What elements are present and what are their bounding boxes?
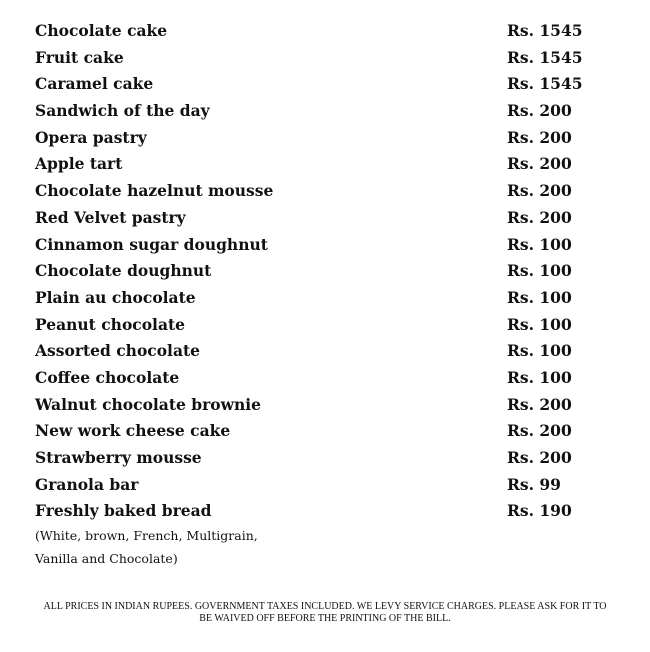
item-price: Rs. 1545	[507, 47, 583, 67]
item-name: Sandwich of the day	[35, 101, 210, 121]
disclaimer-line-1: ALL PRICES IN INDIAN RUPEES. GOVERNMENT TAXES INCLUDED. WE LEVY SERVICE CHARGES. PLEASE ASK FOR IT TO	[43, 601, 607, 612]
item-price: Rs. 100	[507, 287, 572, 307]
note-line-1: (White, brown, French, Multigrain,	[35, 528, 258, 543]
item-name: Caramel cake	[35, 74, 154, 94]
item-name: Walnut chocolate brownie	[35, 394, 261, 414]
item-name: Peanut chocolate	[35, 314, 186, 334]
item-price: Rs. 200	[507, 101, 572, 121]
item-price: Rs. 99	[507, 474, 561, 494]
item-price: Rs. 190	[507, 501, 572, 521]
menu-item	[35, 151, 635, 178]
item-price: Rs. 200	[507, 421, 572, 441]
item-name: Red Velvet pastry	[35, 207, 186, 227]
item-price: Rs. 100	[507, 234, 572, 254]
item-price: Rs. 1545	[507, 21, 583, 40]
menu-list	[35, 18, 635, 525]
menu-item	[35, 178, 635, 205]
item-name: Granola bar	[35, 474, 139, 494]
item-name: Cinnamon sugar doughnut	[35, 234, 268, 254]
note-line-2: Vanilla and Chocolate)	[35, 551, 178, 566]
item-price: Rs. 1545	[507, 74, 583, 94]
item-price: Rs. 100	[507, 314, 572, 334]
item-name: Chocolate cake	[35, 21, 168, 40]
item-name: Freshly baked bread	[35, 501, 212, 521]
menu-item	[35, 232, 635, 259]
item-name: Coffee chocolate	[35, 367, 180, 387]
item-price: Rs. 200	[507, 448, 572, 467]
disclaimer-line-2: BE WAIVED OFF BEFORE THE PRINTING OF THE BILL.	[199, 613, 451, 624]
item-name: Strawberry mousse	[35, 448, 202, 467]
item-price: Rs. 100	[507, 341, 572, 361]
menu-item	[35, 392, 635, 419]
menu-item	[35, 338, 635, 365]
item-name: Chocolate doughnut	[35, 261, 212, 281]
item-name: Plain au chocolate	[35, 287, 196, 307]
item-price: Rs. 200	[507, 181, 572, 201]
menu-item	[35, 45, 635, 72]
menu-item	[35, 312, 635, 339]
item-name: New work cheese cake	[35, 421, 231, 441]
item-name: Assorted chocolate	[35, 341, 201, 361]
item-name: Chocolate hazelnut mousse	[35, 181, 274, 201]
item-price: Rs. 200	[507, 394, 572, 414]
item-price: Rs. 100	[507, 367, 572, 387]
item-price: Rs. 200	[507, 207, 572, 227]
menu-item	[35, 472, 635, 499]
menu-item	[35, 125, 635, 152]
menu-item	[35, 18, 635, 45]
item-name: Opera pastry	[35, 127, 147, 147]
item-price: Rs. 200	[507, 127, 572, 147]
item-name: Apple tart	[35, 154, 123, 174]
menu-item	[35, 285, 635, 312]
bread-varieties-note	[35, 524, 258, 570]
menu-item	[35, 418, 635, 445]
item-price: Rs. 200	[507, 154, 572, 174]
menu-item	[35, 445, 635, 472]
item-price: Rs. 100	[507, 261, 572, 281]
menu-item	[35, 98, 635, 125]
price-disclaimer	[0, 601, 650, 625]
menu-item	[35, 498, 635, 525]
menu-item	[35, 205, 635, 232]
menu-item	[35, 365, 635, 392]
menu-item	[35, 258, 635, 285]
item-name: Fruit cake	[35, 47, 124, 67]
menu-item	[35, 71, 635, 98]
